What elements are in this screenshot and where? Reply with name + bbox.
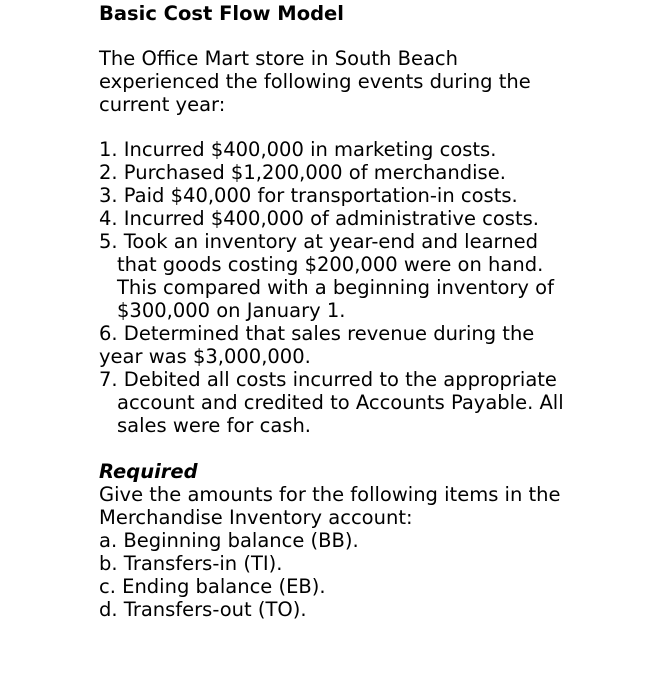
event-item: 1. Incurred $400,000 in marketing costs. <box>99 138 497 161</box>
required-text: Give the amounts for the following items in the Merchandise Inventory account: <box>99 483 561 529</box>
event-item: 6. Determined that sales revenue during the year was $3,000,000. <box>99 322 535 368</box>
required-items-list <box>99 529 579 621</box>
required-heading: Required <box>99 460 198 483</box>
event-item: 5. Took an inventory at year-end and learned that goods costing $200,000 were on hand. This compared with a beginning inventory of $300,000 on January 1. <box>99 230 554 322</box>
intro-paragraph: The Office Mart store in South Beach experienced the following events during the current year: <box>99 47 531 116</box>
event-item: 2. Purchased $1,200,000 of merchandise. <box>99 161 506 184</box>
required-item: a. Beginning balance (BB). <box>99 529 359 552</box>
events-list <box>99 138 579 437</box>
required-item: c. Ending balance (EB). <box>99 575 326 598</box>
event-item: 3. Paid $40,000 for transportation-in costs. <box>99 184 518 207</box>
page-title: Basic Cost Flow Model <box>99 2 344 25</box>
required-item: b. Transfers-in (TI). <box>99 552 283 575</box>
event-item: 4. Incurred $400,000 of administrative costs. <box>99 207 539 230</box>
required-item: d. Transfers-out (TO). <box>99 598 307 621</box>
event-item: 7. Debited all costs incurred to the appropriate account and credited to Accounts Payable. All sales were for cash. <box>99 368 564 437</box>
problem-document <box>99 0 579 621</box>
